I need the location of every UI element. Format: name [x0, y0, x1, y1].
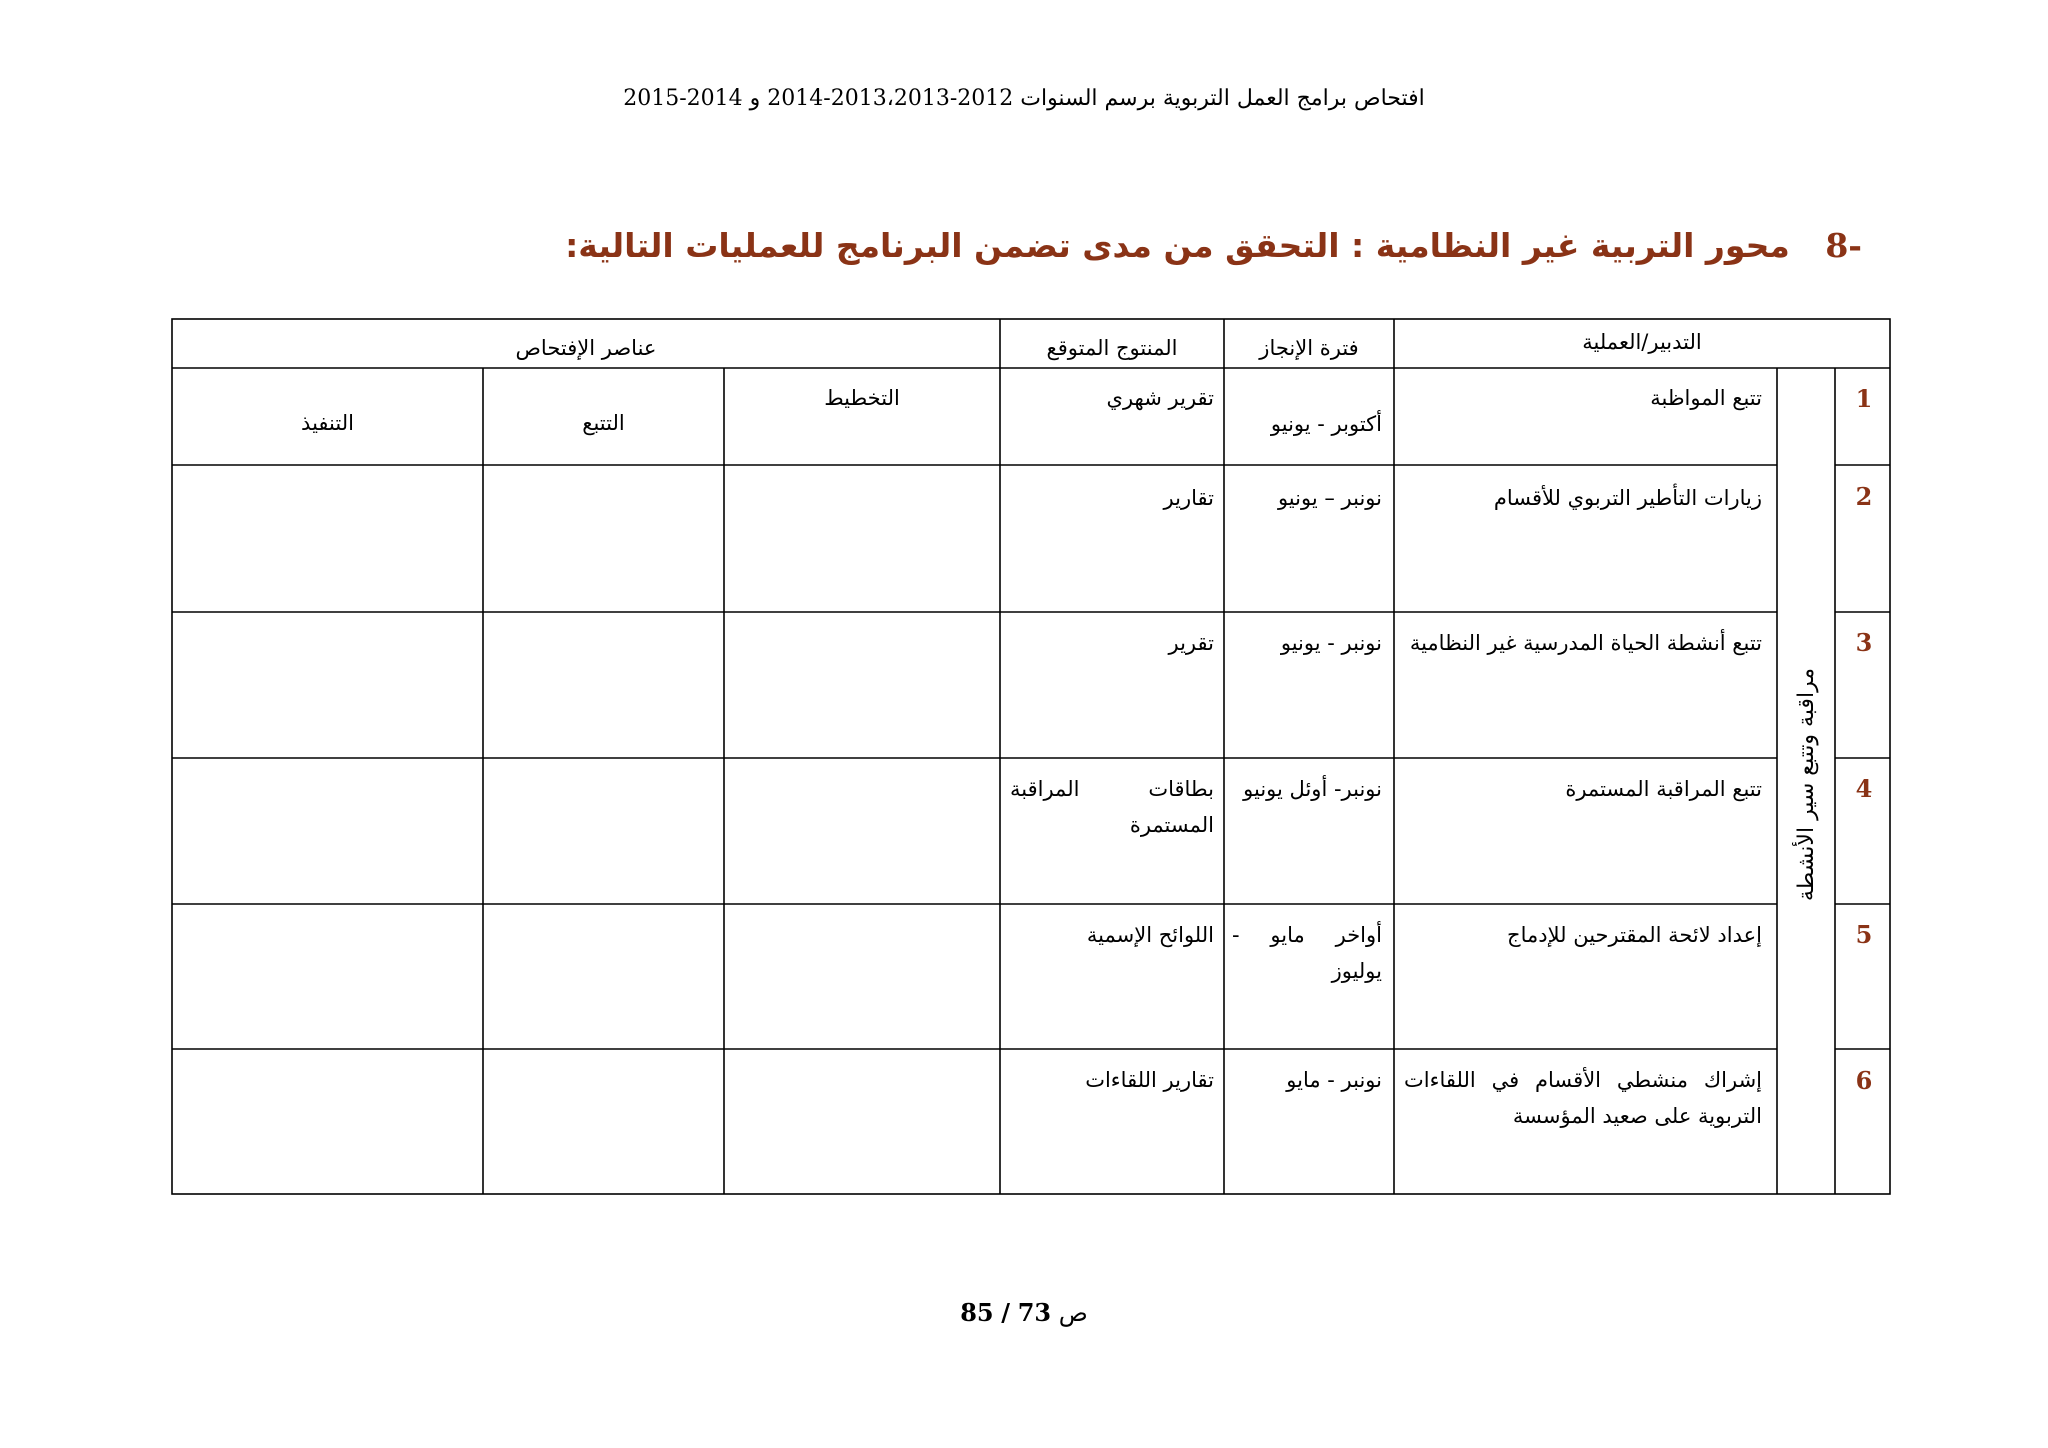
row-period: نونبر – يونيو — [1277, 486, 1382, 510]
header-period: فترة الإنجاز — [1259, 336, 1359, 360]
row-product: تقارير — [1163, 486, 1214, 510]
row-period: نونبر- أوئل يونيو — [1243, 777, 1382, 801]
section-title-text: محور التربية غير النظامية : التحقق من مدى تضمن البرنامج للعمليات التالية: — [565, 226, 1790, 265]
row-product: تقرير — [1168, 631, 1214, 655]
group-label-text: مراقبة وتتبع سير الأنشطة — [1793, 668, 1819, 902]
section-number: -8 — [1825, 226, 1862, 265]
row-product: بطاقات المراقبة المستمرة — [1010, 777, 1214, 837]
row-product: تقرير شهري — [1106, 386, 1214, 410]
subheader-monitoring: التتبع — [582, 411, 625, 435]
row-product: تقارير اللقاءات — [1085, 1068, 1214, 1092]
row-product: اللوائح الإسمية — [1086, 923, 1214, 947]
row-operation: زيارات التأطير التربوي للأقسام — [1493, 486, 1762, 510]
row-operation: إعداد لائحة المقترحين للإدماج — [1507, 923, 1762, 947]
row-operation: تتبع أنشطة الحياة المدرسية غير النظامية — [1409, 631, 1762, 655]
header-operation: التدبير/العملية — [1582, 330, 1702, 354]
page-current: 73 — [1017, 1298, 1052, 1327]
row-operation: إشراك منشطي الأقسام في اللقاءات التربوية على صعيد المؤسسة — [1404, 1068, 1762, 1128]
row-number: 1 — [1855, 384, 1873, 413]
header-product: المنتوج المتوقع — [1046, 336, 1178, 360]
row-number: 2 — [1855, 482, 1873, 511]
page-number — [0, 1298, 2048, 1327]
row-number: 6 — [1855, 1066, 1873, 1095]
row-number: 4 — [1855, 774, 1873, 803]
subheader-planning: التخطيط — [824, 386, 900, 410]
row-period: أواخر مايو - يوليوز — [1232, 923, 1382, 983]
page-suffix: ص — [1058, 1299, 1088, 1327]
header-audit: عناصر الإفتحاص — [515, 336, 657, 360]
row-period: نونبر - يونيو — [1280, 631, 1382, 655]
row-number: 5 — [1855, 920, 1873, 949]
row-period: أكتوبر - يونيو — [1270, 412, 1382, 436]
row-period: نونبر - مايو — [1286, 1068, 1382, 1092]
row-operation: تتبع المراقبة المستمرة — [1565, 777, 1762, 801]
row-number: 3 — [1855, 628, 1873, 657]
page-separator: / — [1001, 1298, 1011, 1327]
subheader-execution: التنفيذ — [301, 411, 354, 435]
document-header: افتحاص برامج العمل التربوية برسم السنوات 2012-2013،2013-2014 و 2014-2015 — [623, 86, 1425, 111]
row-operation: تتبع المواظبة — [1650, 386, 1762, 410]
page-total: 85 — [960, 1298, 994, 1327]
group-label — [1777, 376, 1835, 1194]
